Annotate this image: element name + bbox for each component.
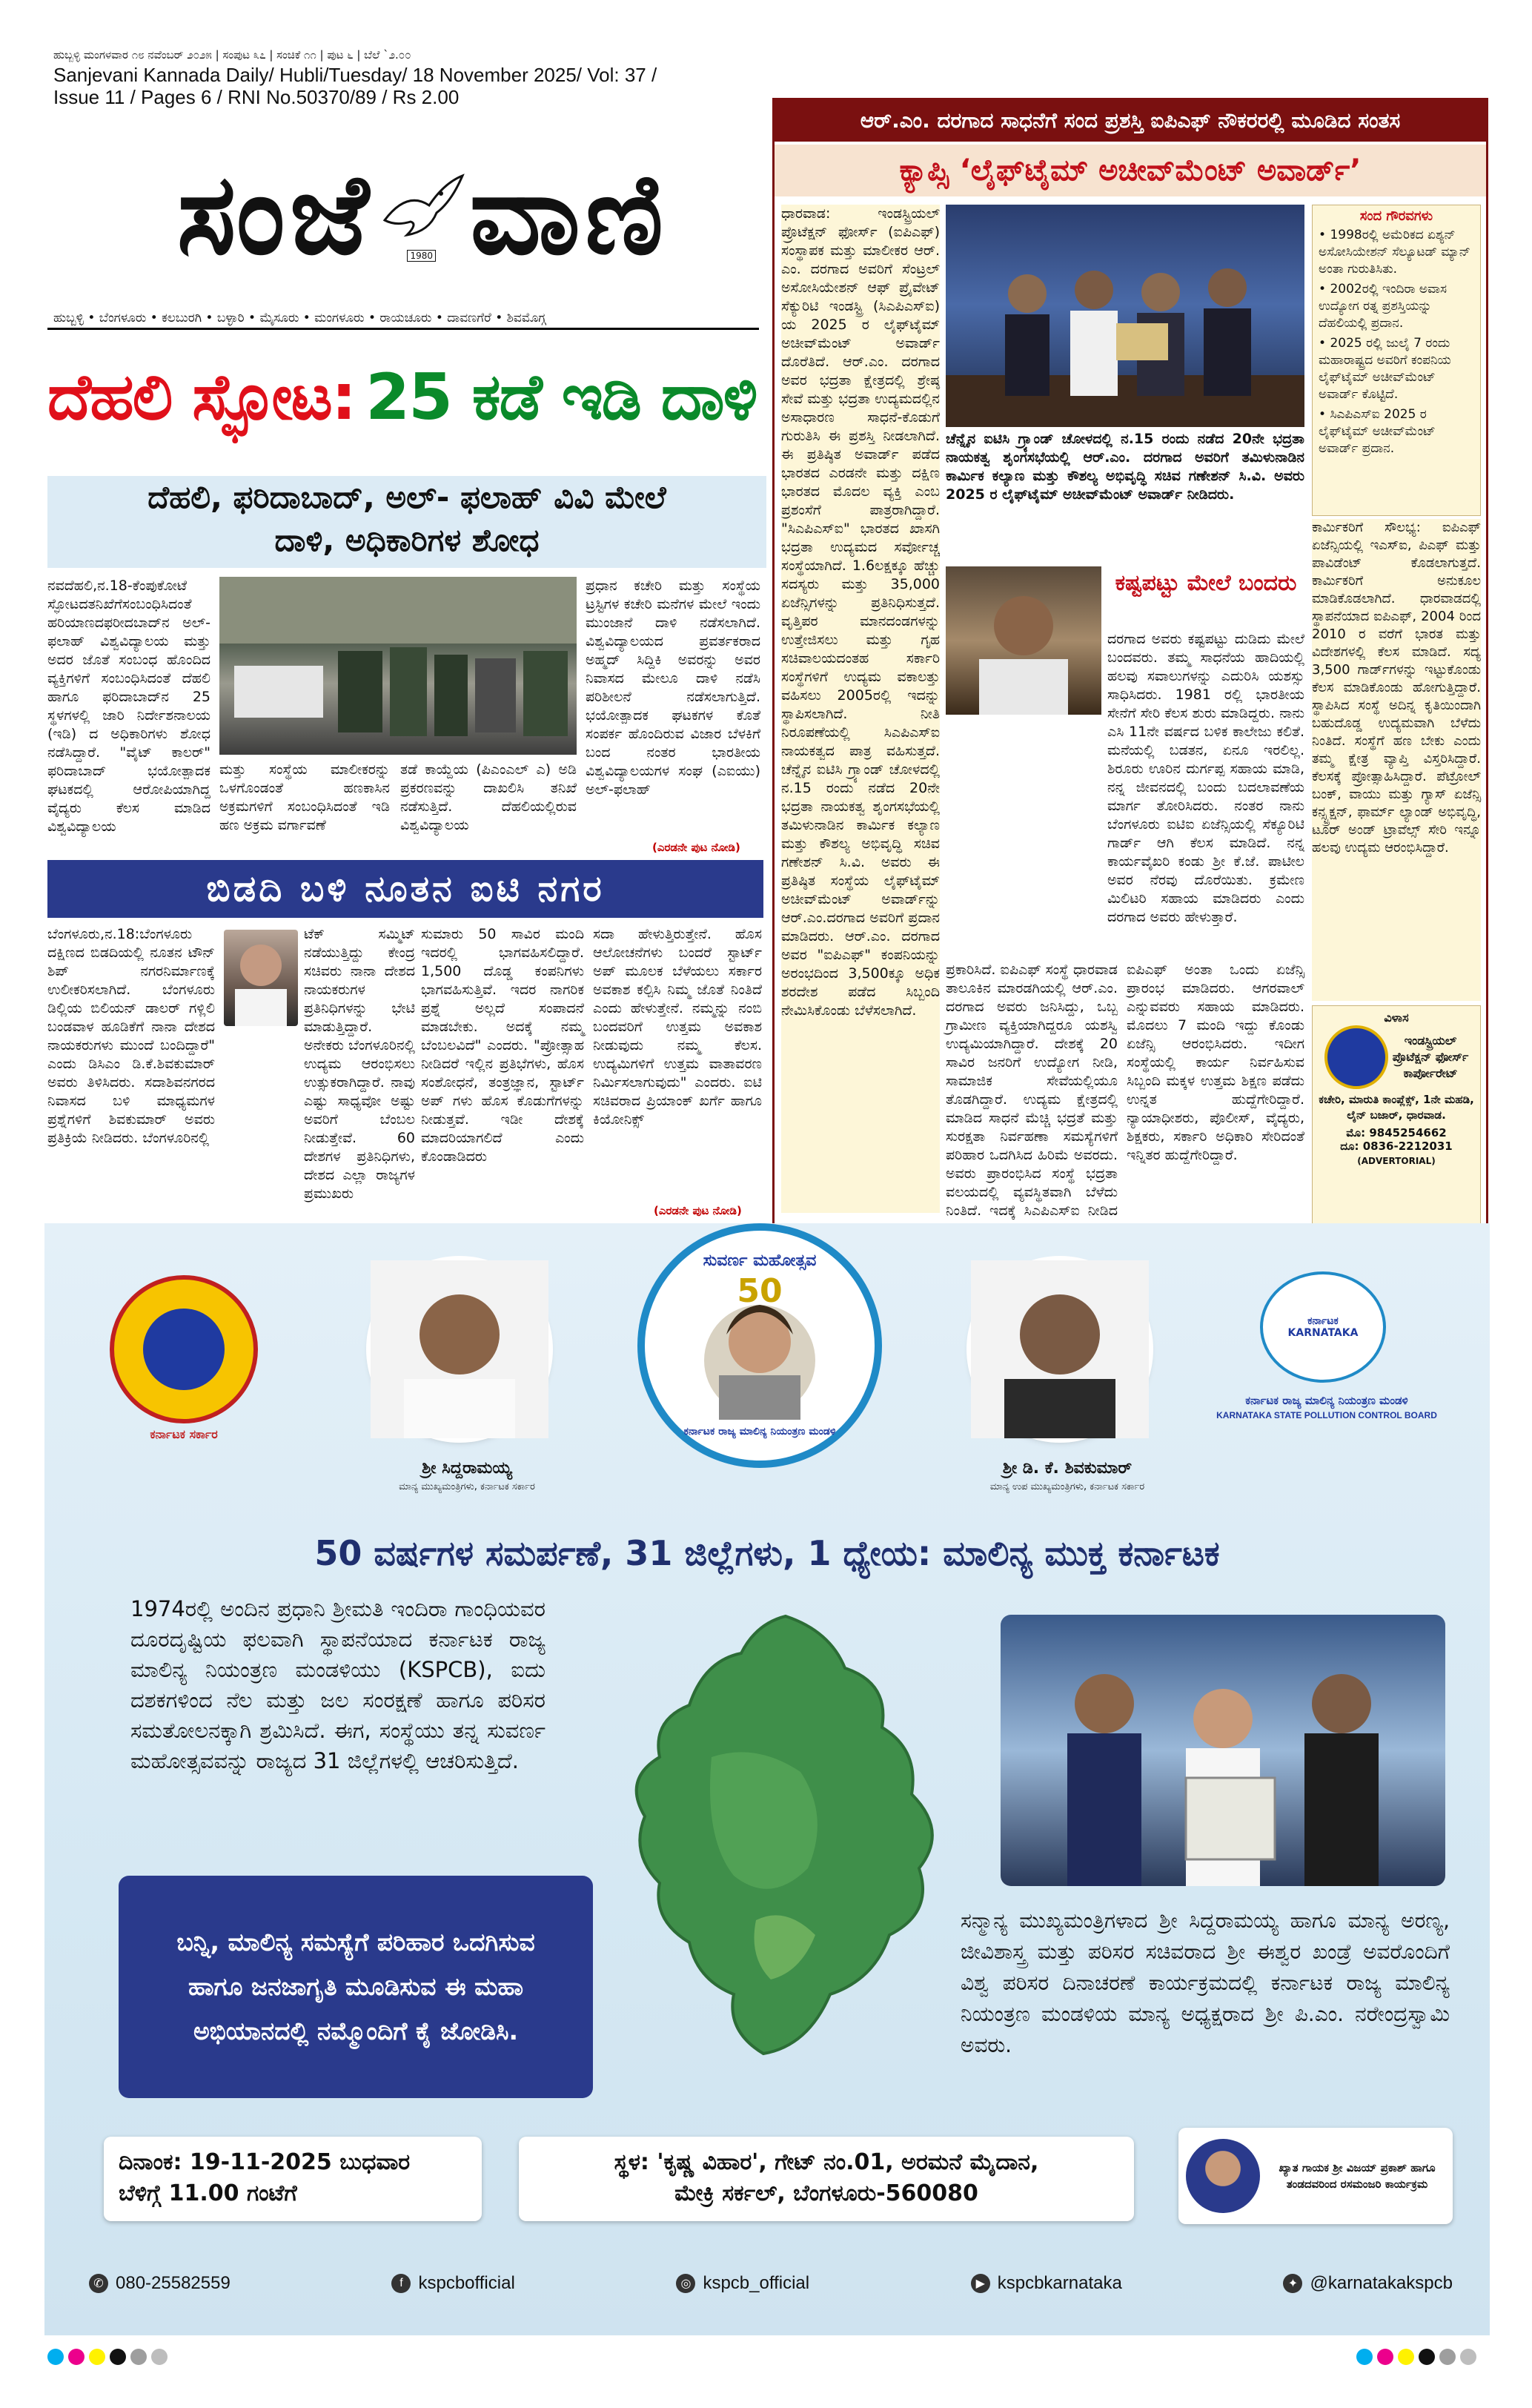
award-headline [775, 145, 1486, 196]
lead-subhead-line-2: ದಾಳಿ, ಅಧಿಕಾರಿಗಳ ಶೋಧ [274, 522, 540, 558]
bidadi-column-2: ಟೆಕ್ ಸಮ್ಮಿಟ್ ನಡೆಯುತ್ತಿದ್ದು ಕೇಂದ್ರ ಸಚಿವರು ನಾನಾ ದೇಶದ ನಾಯಕರುಗಳ ಪ್ರತಿನಿಧಿಗಳನ್ನು ಭೇಟಿ ಮಾಡುತ್ತಿದ್ದಾರೆ. ಅನೇಕರು ಬೆಂಗಳೂರಿನಲ್ಲಿ ಉದ್ಯಮ ಆರಂಭಿಸಲು ಉತ್ಸುಕರಾಗಿದ್ದಾರೆ. ನಾವು ಎಷ್ಟು ಸಾಧ್ಯವೋ ಅಷ್ಟು ಅವರಿಗೆ ಬೆಂಬಲ ನೀಡುತ್ತೇವೆ. 60 ದೇಶಗಳ ಪ್ರತಿನಿಧಿಗಳು, ದೇಶದ ಎಲ್ಲಾ ರಾಜ್ಯಗಳ ಪ್ರಮುಖರು [304, 926, 415, 1202]
ipf-advertorial [1312, 1005, 1481, 1228]
social-instagram[interactable] [676, 2273, 809, 2294]
lead-continued: (ಎರಡನೇ ಪುಟ ನೋಡಿ) [652, 841, 740, 854]
award-column-2: ದರಗಾದ ಅವರು ಕಷ್ಟಪಟ್ಟು ದುಡಿದು ಮೇಲೆ ಬಂದವರು. ತಮ್ಮ ಸಾಧನೆಯ ಹಾದಿಯಲ್ಲಿ ಹಲವು ಸವಾಲುಗಳನ್ನು ಎದುರಿಸಿ ಯಶಸ್ಸು ಸಾಧಿಸಿದರು. 1981 ರಲ್ಲಿ ಭಾರತೀಯ ಸೇನೆಗೆ ಸೇರಿ ಕೆಲಸ ಶುರು ಮಾಡಿದ್ದರು. ನಾನು ಎಸಿ 11ನೇ ವರ್ಷದ ಬಳಿಕ ಕಾಲೇಜು ಕಲಿತೆ. ಮನೆಯಲ್ಲಿ ಬಡತನ, ಏನೂ ಇರಲಿಲ್ಲ. ಶಿರೂರು ಊರಿನ ದುರ್ಗಪ್ಪ ಸಹಾಯ ಮಾಡಿ, ನನ್ನ ಜೀವನದಲ್ಲಿ ಬಂದು ಬದಲಾವಣೆಯ ಮಾರ್ಗ ತೋರಿಸಿದರು. ನಂತರ ನಾನು ಬೆಂಗಳೂರು ಐಟಿಐ ಏಜೆನ್ಸಿಯಲ್ಲಿ ಸೆಕ್ಯೂರಿಟಿ ಗಾರ್ಡ್ ಆಗಿ ಕೆಲಸ ಮಾಡಿದೆ. ನನ್ನ ಕಾರ್ಯವೈಖರಿ ಕಂಡು ಶ್ರೀ ಕೆ.ಜೆ. ಪಾಟೀಲ ಅವರ ನೆರವು ದೊರೆಯಿತು. ಕ್ರಮೇಣ ಮಿಲಿಟರಿ ಸಹಾಯ ಮಾಡಿದರು ಎಂದು ದರಗಾದ ಅವರು ಹೇಳುತ್ತಾರೆ. [1107, 631, 1304, 925]
bidadi-continued: (ಎರಡನೇ ಪುಟ ನೋಡಿ) [654, 1204, 742, 1217]
ipf-logo-icon [1324, 1025, 1388, 1089]
lead-photo-caption-left: ಮತ್ತು ಸಂಸ್ಥೆಯ ಮಾಲೀಕರನ್ನು ಒಳಗೊಂಡಂತೆ ಹಣಕಾಸಿನ ಅಕ್ರಮಗಳಿಗೆ ಸಂಬಂಧಿಸಿದಂತೆ ಇಡಿ ಹಣ ಅಕ್ರಮ ವರ್ಗಾವಣೆ [219, 761, 390, 833]
award-column-4: ಐಪಿಎಫ್ ಅಂತಾ ಒಂದು ಏಜೆನ್ಸಿ ಪ್ರಾರಂಭ ಮಾಡಿದರು. ಆಗರವಾಲ್ ಎನ್ನುವವರು ಸಹಾಯ ಮಾಡಿದರು. ಮೊದಲು 7 ಮಂದಿ ಇದ್ದು ಕೊಂಡು ಏಜೆನ್ಸಿ ಆರಂಭಿಸಿದರು. ಇದೀಗ ಸಂಸ್ಥೆಯಲ್ಲಿ ಕಾರ್ಯ ನಿರ್ವಹಿಸುವ ಸಿಬ್ಬಂದಿ ಮಕ್ಕಳ ಉತ್ತಮ ಶಿಕ್ಷಣ ಪಡೆದು ಉನ್ನತ ಹುದ್ದೆಗೇರಿದ್ದಾರೆ. ನ್ಯಾಯಾಧೀಶರು, ಪೊಲೀಸ್, ವೈದ್ಯರು, ಶಿಕ್ಷಕರು, ಸರ್ಕಾರಿ ಅಧಿಕಾರಿ ಸೇರಿದಂತೆ ಇನ್ನಿತರ ಹುದ್ದೆಗೇರಿದ್ದಾರೆ. [1127, 962, 1304, 1163]
award-photo-caption: ಚೆನ್ನೈನ ಐಟಿಸಿ ಗ್ರ್ಯಾಂಡ್ ಚೋಳದಲ್ಲಿ ನ.15 ರಂದು ನಡೆದ 20ನೇ ಭದ್ರತಾ ನಾಯಕತ್ವ ಶೃಂಗಸಭೆಯಲ್ಲಿ ಆರ್.ಎಂ. ದರಗಾದ ಅವರಿಗೆ ತಮಿಳುನಾಡಿನ ಕಾರ್ಮಿಕ ಕಲ್ಯಾಣ ಮತ್ತು ಕೌಶಲ್ಯ ಅಭಿವೃದ್ಧಿ ಸಚಿವ ಗಣೇಶನ್ ಸಿ.ವಿ. ಅವರು 2025 ರ ಲೈಫ್‌ಟೈಮ್ ಅಚೀವ್‌ಮೆಂಟ್ ಅವಾರ್ಡ್ ನೀಡಿದರು. [946, 431, 1304, 503]
honours-item: • ಸಿಎಪಿಎಸ್ಐ 2025 ರ ಲೈಫ್‌ಟೈಮ್ ಅಚೀವ್‌ಮೆಂಟ್ ಅವಾರ್ಡ್ ಪ್ರದಾನ. [1319, 407, 1436, 456]
lead-headline-red: ದೆಹಲಿ ಸ್ಫೋಟ: [47, 360, 356, 434]
badge-top-text: ಸುವರ್ಣ ಮಹೋತ್ಸವ [703, 1251, 817, 1270]
singer-caption: ಖ್ಯಾತ ಗಾಯಕ ಶ್ರೀ ವಿಜಯ್ ಪ್ರಕಾಶ್ ಹಾಗೂ ತಂಡದವರಿಂದ ರಸಮಂಜರಿ ಕಾರ್ಯಕ್ರಮ [1279, 2161, 1436, 2191]
masthead-rule [47, 328, 759, 330]
honours-item-text: 1998ರಲ್ಲಿ ಅಮೆರಿಕದ ಏಶ್ಯನ್ ಅಸೋಸಿಯೇಶನ್ ಸೆಲ್ಯೂಟಡ್ ಮ್ಯಾನ್ ಅಂತಾ ಗುರುತಿಸಿತು. [1319, 228, 1470, 277]
youtube-icon: ▶ [971, 2274, 990, 2293]
lead-headline-green: 25 ಕಡೆ ಇಡಿ ದಾಳಿ [365, 360, 757, 434]
phone-icon: ✆ [89, 2274, 108, 2293]
event-venue-line-2: ಮೇಕ್ರಿ ಸರ್ಕಲ್, ಬೆಂಗಳೂರು-560080 [674, 2180, 978, 2206]
lead-subhead [47, 476, 766, 568]
masthead-top-line: ಹುಬ್ಬಳ್ಳಿ ಮಂಗಳವಾರ ೧೮ ನವೆಂಬರ್ ೨೦೨೫ | ಸಂಪುಟ ೩೭ | ಸಂಚಿಕೆ ೧೧ | ಪುಟ ೬ | ಬೆಲೆ `೨.೦೦ [53, 48, 411, 62]
karnataka-emblem [110, 1275, 258, 1423]
ipf-address: ಕಚೇರಿ, ಮಾರುತಿ ಕಾಂಪ್ಲೆಕ್ಸ್, 1ನೇ ಮಹಡಿ, ಲೈನ್ ಬಜಾರ್, ಧಾರವಾಡ. [1319, 1093, 1474, 1122]
event-time: ಬೆಳಿಗ್ಗೆ 11.00 ಗಂಟೆಗೆ [119, 2180, 297, 2206]
english-line-2: Issue 11 / Pages 6 / RNI No.50370/89 / Rs 2.00 [53, 86, 460, 108]
editions-line: ಹುಬ್ಬಳ್ಳಿ • ಬೆಂಗಳೂರು • ಕಲಬುರಗಿ • ಬಳ್ಳಾರಿ • ಮೈಸೂರು • ಮಂಗಳೂರು • ರಾಯಚೂರು • ದಾವಣಗೆರೆ • ಶಿವಮೊಗ್ಗ [53, 311, 546, 325]
yellow-dot [1398, 2349, 1414, 2365]
honours-title: ಸಂದ ಗೌರವಗಳು [1359, 208, 1433, 224]
singer-portrait [1186, 2139, 1260, 2213]
yellow-dot [89, 2349, 105, 2365]
instagram-icon: ◎ [676, 2274, 695, 2293]
siddaramaiah-portrait [371, 1260, 548, 1438]
social-facebook[interactable] [391, 2273, 514, 2294]
singer-pill [1178, 2128, 1453, 2224]
badge-bottom-text: ಕರ್ನಾಟಕ ರಾಜ್ಯ ಮಾಲಿನ್ಯ ನಿಯಂತ್ರಣ ಮಂಡಳಿ [683, 1426, 836, 1438]
award-column-1: ಧಾರವಾಡ: ಇಂಡಸ್ಟ್ರಿಯಲ್ ಪ್ರೊಟೆಕ್ಷನ್ ಫೋರ್ಸ್ (ಐಪಿಎಫ್) ಸಂಸ್ಥಾಪಕ ಮತ್ತು ಮಾಲೀಕರ ಆರ್. ಎಂ. ದರಗಾದ ಅವರಿಗೆ ಸೆಂಟ್ರಲ್ ಅಸೋಸಿಯೇಶನ್ ಆಫ್ ಪ್ರೈವೇಟ್ ಸೆಕ್ಯುರಿಟಿ ಇಂಡಸ್ಟ್ರಿ (ಸಿಎಪಿಎಸ್ಐ) ಯ 2025 ರ ಲೈಫ್‌ಟೈಮ್ ಅಚೀವ್‌ಮೆಂಟ್ ಅವಾರ್ಡ್ ದೊರೆತಿದೆ. ಆರ್.ಎಂ. ದರಗಾದ ಅವರ ಭದ್ರತಾ ಕ್ಷೇತ್ರದಲ್ಲಿ ಶ್ರೇಷ್ಠ ಸೇವೆ ಮತ್ತು ಭದ್ರತಾ ಉದ್ಯಮದಲ್ಲಿನ ಅಸಾಧಾರಣ ಸಾಧನೆ-ಕೊಡುಗೆ ಗುರುತಿಸಿ ಈ ಪ್ರಶಸ್ತಿ ನೀಡಲಾಗಿದೆ. ಈ ಪ್ರತಿಷ್ಠಿತ ಅವಾರ್ಡ್ ಪಡೆದ ಭಾರತದ ಎರಡನೇ ಮತ್ತು ದಕ್ಷಿಣ ಭಾರತದ ಮೊದಲ ವ್ಯಕ್ತಿ ಎಂಬ ಪ್ರಶಂಸೆಗೆ ಪಾತ್ರರಾಗಿದ್ದಾರೆ. "ಸಿಎಪಿಎಸ್ಐ" ಭಾರತದ ಖಾಸಗಿ ಭದ್ರತಾ ಉದ್ಯಮದ ಸರ್ವೋಚ್ಚ ಸಂಸ್ಥೆಯಾಗಿದೆ. 1.6ಲಕ್ಷಕ್ಕೂ ಹೆಚ್ಚು ಸದಸ್ಯರು ಮತ್ತು 35,000 ಏಜೆನ್ಸಿಗಳನ್ನು ಪ್ರತಿನಿಧಿಸುತ್ತದೆ. ವೃತ್ತಿಪರ ಮಾನದಂಡಗಳನ್ನು ಉತ್ತೇಜಿಸಲು ಮತ್ತು ಗೃಹ ಸಚಿವಾಲಯದಂತಹ ಸರ್ಕಾರಿ ಸಂಸ್ಥೆಗಳಿಗೆ ಉದ್ಯಮ ವಕಾಲತ್ತು ವಹಿಸಲು 2005ರಲ್ಲಿ ಇದನ್ನು ಸ್ಥಾಪಿಸಲಾಗಿದೆ. ನೀತಿ ನಿರೂಪಣೆಯಲ್ಲಿ ಸಿಎಪಿಎಸ್ಐ ನಾಯಕತ್ವದ ಪಾತ್ರ ವಹಿಸುತ್ತದೆ. ಚೆನ್ನೈನ ಐಟಿಸಿ ಗ್ರ್ಯಾಂಡ್ ಚೋಳದಲ್ಲಿ ನ.15 ರಂದು ನಡೆದ 20ನೇ ಭದ್ರತಾ ನಾಯಕತ್ವ ಶೃಂಗಸಭೆಯಲ್ಲಿ ತಮಿಳುನಾಡಿನ ಕಾರ್ಮಿಕ ಕಲ್ಯಾಣ ಮತ್ತು ಕೌಶಲ್ಯ ಅಭಿವೃದ್ಧಿ ಸಚಿವ ಗಣೇಶನ್ ಸಿ.ವಿ. ಅವರು ಈ ಪ್ರತಿಷ್ಠಿತ ಸಂಸ್ಥೆಯ ಲೈಫ್‌ಟೈಮ್ ಅಚೀವ್‌ಮೆಂಟ್ ಅವಾರ್ಡ್‌ನ್ನು ಆರ್.ಎಂ.ದರಗಾದ ಅವರಿಗೆ ಪ್ರದಾನ ಮಾಡಿದರು. ಆರ್.ಎಂ. ದರಗಾದ ಅವರ "ಐಪಿಎಫ್" ಕಂಪನಿಯನ್ನು ಅರಂಭದಿಂದ 3,500ಕ್ಕೂ ಅಧಿಕ ಶರದೇಶ ಪಡೆದ ಸಿಬ್ಬಂದಿ ನೇಮಿಸಿಕೊಂಡು ಬೆಳೆಸಲಾಗಿದೆ. [781, 205, 940, 1213]
bidadi-column-1: ಬೆಂಗಳೂರು,ನ.18:ಬೆಂಗಳೂರು ದಕ್ಷಿಣದ ಬಿಡದಿಯಲ್ಲಿ ನೂತನ ಟೌನ್ ಶಿಪ್ ನಗರನಿರ್ಮಾಣಕ್ಕೆ ಉಲೀಕರಿಸಲಾಗಿದೆ. ಬೆಂಗಳೂರು ಡಿಲ್ಲಿಯ ಬಿಲಿಯನ್ ಡಾಲರ್ ಗಳ್ಲಿಲಿ ಬಂಡವಾಳ ಹೂಡಿಕೆಗೆ ನಾನಾ ದೇಶದ ನಾಯಕರುಗಳು ಮುಂದೆ ಬಂದಿದ್ದಾರೆ" ಎಂದು ಡಿಸಿಎಂ ಡಿ.ಕೆ.ಶಿವಕುಮಾರ್ ಅವರು ತಿಳಿಸಿದರು. ಸದಾಶಿವನಗರದ ನಿವಾಸದ ಬಳಿ ಮಾಧ್ಯಮಗಳ ಪ್ರಶ್ನೆಗಳಿಗೆ ಶಿವಕುಮಾರ್ ಅವರು ಪ್ರತಿಕ್ರಿಯೆ ನೀಡಿದರು. ಬೆಂಗಳೂರಿನಲ್ಲಿ [47, 926, 215, 1146]
emblem-text: ಕರ್ನಾಟಕ ಸರ್ಕಾರ [150, 1427, 218, 1441]
award-sub-head: ಕಷ್ಟಪಟ್ಟು ಮೇಲೆ ಬಂದರು [1115, 570, 1297, 596]
light-grey-dot [1460, 2349, 1476, 2365]
social-twitter[interactable] [1283, 2273, 1452, 2294]
award-ceremony-photo [946, 205, 1304, 427]
social-youtube[interactable] [971, 2273, 1122, 2294]
bidadi-headline [47, 860, 763, 918]
award-sidebar-text: ಕಾರ್ಮಿಕರಿಗೆ ಸೌಲಭ್ಯ: ಐಪಿಎಫ್ ಏಜೆನ್ಸಿಯಲ್ಲಿ ಇಎಸ್ಐ, ಪಿಎಫ್ ಮತ್ತು ಪಾವಿಡೆಂಟ್ ಕೊಡಲಾಗುತ್ತದೆ. ಕಾರ್ಮಿಕರಿಗೆ ಅನುಕೂಲ ಮಾಡಿಕೊಡಲಾಗಿದೆ. ಧಾರವಾಡದಲ್ಲಿ ಸ್ಥಾಪನೆಯಾದ ಐಪಿಎಫ್, 2004 ರಿಂದ 2010 ರ ವರೆಗೆ ಭಾರತ ಮತ್ತು ವಿದೇಶಗಳಲ್ಲಿ ಕೆಲಸ ಮಾಡಿದೆ. ಸದ್ಯ 3,500 ಗಾರ್ಡ್‌ಗಳನ್ನು ಇಟ್ಟುಕೊಂಡು ಕೆಲಸ ಮಾಡಿಕೊಂಡು ಹೋಗುತ್ತಿದ್ದಾರೆ. ಸ್ಥಾಪಿಸಿದ ಸಂಸ್ಥೆ ಅದಿನ್ನ ಕೃತಿಯಿಂದಾಗಿ ಬಹುದೊಡ್ಡ ಉದ್ಯಮವಾಗಿ ಬೆಳೆದು ನಿಂತಿದೆ. ಸಂಸ್ಥೆಗೆ ಹಣ ಬೇಕು ಎಂದು ತಮ್ಮ ಕ್ಷೇತ್ರ ವ್ಯಾಪ್ತಿ ವಿಸ್ತರಿಸಿದ್ದಾರೆ. ಕೆಲಸಕ್ಕೆ ಪ್ರೋತ್ಸಾಹಿಸಿದ್ದಾರೆ. ಪೆಟ್ರೋಲ್ ಬಂಕ್, ವಾಯು ಮತ್ತು ಗ್ಯಾಸ್ ಏಜೆನ್ಸಿ ಕನ್ಸ್ಟ್ರಕ್ಷನ್, ಫಾರ್ಮ್ ಲ್ಯಾಂಡ್ ಅಭಿವೃದ್ಧಿ, ಟೂರ್ ಅಂಡ್ ಟ್ರಾವೆಲ್ಸ್ ಸೇರಿ ಇನ್ನೂ ಹಲವು ಉದ್ಯಮ ಆರಂಭಿಸಿದ್ದಾರೆ. [1312, 519, 1481, 1001]
social-instagram-text: kspcb_official [703, 2273, 810, 2293]
kspcb-main-headline: 50 ವರ್ಷಗಳ ಸಮರ್ಪಣೆ, 31 ಜಿಲ್ಲೆಗಳು, 1 ಧ್ಯೇಯ: ಮಾಲಿನ್ಯ ಮುಕ್ತ ಕರ್ನಾಟಕ [314, 1533, 1220, 1573]
english-line-1: Sanjevani Kannada Daily/ Hubli/Tuesday/ 18 November 2025/ Vol: 37 / [53, 64, 657, 86]
print-color-dots-right [1356, 2349, 1481, 2368]
honours-item: • 2002ರಲ್ಲಿ ಇಂದಿರಾ ಅವಾಸ ಉದ್ಯೋಗ ರತ್ನ ಪ್ರಶಸ್ತಿಯನ್ನು ದೆಹಲಿಯಲ್ಲಿ ಪ್ರದಾನ. [1319, 282, 1448, 331]
twitter-icon: ✦ [1283, 2274, 1302, 2293]
award-column-3: ಪ್ರಕಾರಿಸಿದೆ. ಐಪಿಎಫ್ ಸಂಸ್ಥೆ ಧಾರವಾಡ ತಾಲೂಕಿನ ಮಾರಡಗಿಯಲ್ಲಿ ಆರ್.ಎಂ. ದರಗಾದ ಅವರು ಜನಿಸಿದ್ದು, ಒಬ್ಬ ಗ್ರಾಮೀಣ ವ್ಯಕ್ತಿಯಾಗಿದ್ದರೂ ಯಶಸ್ವಿ ಉದ್ಯಮಿಯಾಗಿದ್ದಾರೆ. ದೇಶಕ್ಕೆ 20 ಸಾವಿರ ಜನರಿಗೆ ಉದ್ಯೋಗ ನೀಡಿ, ಸಾಮಾಜಿಕ ಸೇವೆಯಲ್ಲಿಯೂ ತೊಡಗಿದ್ದಾರೆ. ಉದ್ಯಮ ಕ್ಷೇತ್ರದಲ್ಲಿ ಮಾಡಿದ ಸಾಧನೆ ಮೆಚ್ಚಿ ಭದ್ರತೆ ಮತ್ತು ಸುರಕ್ಷತಾ ನಿರ್ವಹಣಾ ಸಮಸ್ಯೆಗಳಿಗೆ ಪರಿಹಾರ ಒದಗಿಸಿದ ಹಿರಿಮೆ ಅವರದು. ಅವರು ಪ್ರಾರಂಭಿಸಿದ ಸಂಸ್ಥೆ ಭದ್ರತಾ ವಲಯದಲ್ಲಿ ವ್ಯವಸ್ಥಿತವಾಗಿ ಬೆಳೆದು ನಿಂತಿದೆ. ಇದಕ್ಕೆ ಸಿಎಪಿಎಸ್ಐ ನೀಡಿದ [946, 962, 1118, 1219]
social-bar [89, 2265, 1453, 2302]
masthead-english-line [53, 64, 765, 108]
lead-photo-caption-right: ತಡೆ ಕಾಯ್ದೆಯ (ಪಿಎಂಎಲ್ ಎ) ಅಡಿ ಪ್ರಕರಣವನ್ನು ದಾಖಲಿಸಿ ತನಿಖೆ ನಡೆಸುತ್ತಿದೆ. ದೆಹಲಿಯಲ್ಲಿರುವ ವಿಶ್ವವಿದ್ಯಾಲಯ [400, 761, 577, 833]
event-date-pill [104, 2137, 482, 2221]
right-leader-name: ಶ್ರೀ ಡಿ. ಕೆ. ಶಿವಕುಮಾರ್ [1002, 1459, 1133, 1478]
logo-part-2: ವಾಣಿ [469, 150, 669, 280]
bidadi-column-4: ಸದಾ ಹೇಳುತ್ತಿರುತ್ತೇನೆ. ಹೊಸ ಆಲೋಚನೆಗಳು ಬಂದರೆ ಸ್ಟಾರ್ಟ್ ಅಪ್ ಮೂಲಕ ಬೆಳೆಯಲು ಸರ್ಕಾರ ಅವಕಾಶ ಕಲ್ಪಿಸಿ ನಿಮ್ಮ ಜೊತೆ ನಿಂತಿದೆ ಎಂದು ಹೇಳುತ್ತೇನೆ. ನಮ್ಮನ್ನು ನಂಬಿ ಬಂದವರಿಗೆ ಉತ್ತಮ ಅವಕಾಶ ನೀಡುವುದು ನಮ್ಮ ಕೆಲಸ. ಉದ್ಯಮಿಗಳಿಗೆ ಉತ್ತಮ ವಾತಾವರಣ ನಿರ್ಮಿಸಲಾಗುವುದು" ಎಂದರು. ಐಟಿ ಸಚಿವರಾದ ಪ್ರಿಯಾಂಕ್ ಖರ್ಗೆ ಹಾಗೂ ಕಿಯೋನಿಕ್ಸ್ [593, 926, 762, 1128]
kspcb-body-text: 1974ರಲ್ಲಿ ಅಂದಿನ ಪ್ರಧಾನಿ ಶ್ರೀಮತಿ ಇಂದಿರಾ ಗಾಂಧಿಯವರ ದೂರದೃಷ್ಟಿಯ ಫಲವಾಗಿ ಸ್ಥಾಪನೆಯಾದ ಕರ್ನಾಟಕ ರಾಜ್ಯ ಮಾಲಿನ್ಯ ನಿಯಂತ್ರಣ ಮಂಡಳಿಯು (KSPCB), ಐದು ದಶಕಗಳಿಂದ ನೆಲ ಮತ್ತು ಜಲ ಸಂರಕ್ಷಣೆ ಹಾಗೂ ಪರಿಸರ ಸಮತೋಲನಕ್ಕಾಗಿ ಶ್ರಮಿಸಿದೆ. ಈಗ, ಸಂಸ್ಥೆಯು ತನ್ನ ಸುವರ್ಣ ಮಹೋತ್ಸವವನ್ನು ರಾಜ್ಯದ 31 ಜಿಲ್ಲೆಗಳಲ್ಲಿ ಆಚರಿಸುತ್ತಿದೆ. [130, 1596, 546, 1773]
light-grey-dot [151, 2349, 168, 2365]
cyan-dot [47, 2349, 64, 2365]
lead-column-2: ಪ್ರಧಾನ ಕಚೇರಿ ಮತ್ತು ಸಂಸ್ಥೆಯ ಟ್ರಸ್ಟಿಗಳ ಕಚೇರಿ ಮನೆಗಳ ಮೇಲೆ ಇಂದು ಮುಂಜಾನೆ ದಾಳಿ ನಡೆಸಲಾಗಿದೆ. ವಿಶ್ವವಿದ್ಯಾಲಯದ ಪ್ರವರ್ತಕರಾದ ಅಹ್ಮದ್ ಸಿದ್ದಿಕಿ ಅವರನ್ನು ಅವರ ನಿವಾಸದ ಮೇಲೂ ದಾಳಿ ನಡೆಸಿ ಪರಿಶೀಲನೆ ನಡೆಸಲಾಗುತ್ತಿದೆ. ಭಯೋತ್ಪಾದಕ ಘಟಕಗಳ ಕೊತೆ ಸಂಪರ್ಕ ಹೊಂದಿರುವ ವಿಜಾರ ಬೆಳಕಿಗೆ ಬಂದ ನಂತರ ಭಾರತೀಯ ವಿಶ್ವವಿದ್ಯಾಲಯಗಳ ಸಂಘ (ಎಐಯು) ಅಲ್-ಫಲಾಹ್ [586, 578, 760, 798]
lead-headline [47, 335, 766, 461]
kspcb-logo [1260, 1271, 1386, 1383]
facebook-icon: f [391, 2274, 411, 2293]
social-youtube-text: kspcbkarnataka [997, 2273, 1122, 2293]
event-date: ದಿನಾಂಕ: 19-11-2025 ಬುಧವಾರ [119, 2149, 411, 2175]
karnataka-map-icon [563, 1609, 978, 2068]
ipf-ad-heading: ವಿಳಾಸ [1384, 1010, 1409, 1025]
golden-jubilee-badge [637, 1223, 882, 1468]
event-venue-line-1: ಸ್ಥಳ: 'ಕೃಷ್ಣ ವಿಹಾರ', ಗೇಟ್ ನಂ.01, ಅರಮನೆ ಮೈದಾನ, [614, 2149, 1039, 2175]
ipf-phone: ದೂ: 0836-2212031 [1340, 1140, 1453, 1153]
honours-item-text: 2025 ರಲ್ಲಿ ಜುಲೈ 7 ರಂದು ಮಹಾರಾಷ್ಟ್ರದ ಅವರಿಗೆ ಕಂಪನಿಯ ಲೈಫ್‌ಟೈಮ್ ಅಚೀವ್‌ಮೆಂಟ್ ಅವಾರ್ಡ್ ಕೊಟ್ಟಿದೆ. [1319, 336, 1451, 402]
event-photo-caption: ಸನ್ಮಾನ್ಯ ಮುಖ್ಯಮಂತ್ರಿಗಳಾದ ಶ್ರೀ ಸಿದ್ದರಾಮಯ್ಯ ಹಾಗೂ ಮಾನ್ಯ ಅರಣ್ಯ, ಜೀವಿಶಾಸ್ತ್ರ ಮತ್ತು ಪರಿಸರ ಸಚಿವರಾದ ಶ್ರೀ ಈಶ್ವರ ಖಂಡ್ರೆ ಅವರೊಂದಿಗೆ ವಿಶ್ವ ಪರಿಸರ ದಿನಾಚರಣೆ ಕಾರ್ಯಕ್ರಮದಲ್ಲಿ ಕರ್ನಾಟಕ ರಾಜ್ಯ ಮಾಲಿನ್ಯ ನಿಯಂತ್ರಣ ಮಂಡಳಿಯ ಮಾನ್ಯ ಅಧ್ಯಕ್ಷರಾದ ಶ್ರೀ ಪಿ.ಎಂ. ನರೇಂದ್ರಸ್ವಾಮಿ ಅವರು. [961, 1908, 1450, 2057]
award-headline-text: ಕ್ಯಾಪ್ಸಿ ‘ಲೈಫ್‌ಟೈಮ್ ಅಚೀವ್‌ಮೆಂಟ್ ಅವಾರ್ಡ್’ [899, 153, 1362, 188]
lead-photo [219, 577, 577, 755]
invite-text: ಬನ್ನಿ, ಮಾಲಿನ್ಯ ಸಮಸ್ಯೆಗೆ ಪರಿಹಾರ ಒದಗಿಸುವ ಹಾಗೂ ಜನಜಾಗೃತಿ ಮೂಡಿಸುವ ಈ ಮಹಾ ಅಭಿಯಾನದಲ್ಲಿ ನಮ್ಮೊಂದಿಗೆ ಕೈ ಜೋಡಿಸಿ. [176, 1928, 535, 2045]
social-phone[interactable] [89, 2273, 231, 2294]
badge-number: 50 [737, 1272, 783, 1310]
award-banner-text: ಆರ್.ಎಂ. ದರಗಾದ ಸಾಧನೆಗೆ ಸಂದ ಪ್ರಶಸ್ತಿ ಐಪಿಎಫ್ ನೌಕರರಲ್ಲಿ ಮೂಡಿದ ಸಂತಸ [860, 108, 1401, 133]
left-leader-name: ಶ್ರೀ ಸಿದ್ದರಾಮಯ್ಯ [422, 1459, 512, 1478]
event-photo [1001, 1615, 1445, 1886]
honours-item-text: ಸಿಎಪಿಎಸ್ಐ 2025 ರ ಲೈಫ್‌ಟೈಮ್ ಅಚೀವ್‌ಮೆಂಟ್ ಅವಾರ್ಡ್ ಪ್ರದಾನ. [1319, 407, 1436, 456]
social-phone-text: 080-25582559 [116, 2273, 231, 2293]
masthead-logo [104, 126, 741, 304]
black-dot [1419, 2349, 1435, 2365]
left-leader-title: ಮಾನ್ಯ ಮುಖ್ಯಮಂತ್ರಿಗಳು, ಕರ್ನಾಟಕ ಸರ್ಕಾರ [399, 1481, 535, 1492]
cyan-dot [1356, 2349, 1373, 2365]
emblem-inner-icon [143, 1309, 225, 1390]
magenta-dot [68, 2349, 84, 2365]
invite-panel [119, 1876, 593, 2098]
honours-item: • 2025 ರಲ್ಲಿ ಜುಲೈ 7 ರಂದು ಮಹಾರಾಷ್ಟ್ರದ ಅವರಿಗೆ ಕಂಪನಿಯ ಲೈಫ್‌ಟೈಮ್ ಅಚೀವ್‌ಮೆಂಟ್ ಅವಾರ್ಡ್ ಕೊಟ್ಟಿದೆ. [1319, 336, 1451, 402]
right-leader-title: ಮಾನ್ಯ ಉಪ ಮುಖ್ಯಮಂತ್ರಿಗಳು, ಕರ್ನಾಟಕ ಸರ್ಕಾರ [989, 1481, 1145, 1492]
honours-item-text: 2002ರಲ್ಲಿ ಇಂದಿರಾ ಅವಾಸ ಉದ್ಯೋಗ ರತ್ನ ಪ್ರಶಸ್ತಿಯನ್ನು ದೆಹಲಿಯಲ್ಲಿ ಪ್ರದಾನ. [1319, 282, 1448, 331]
kspcb-logo-text: ಕರ್ನಾಟಕ KARNATAKA [1287, 1315, 1359, 1339]
shivakumar-portrait [971, 1260, 1149, 1438]
black-dot [110, 2349, 126, 2365]
event-venue-pill [519, 2137, 1134, 2221]
lead-column-1: ನವದೆಹಲಿ,ನ.18-ಕೆಂಪುಕೋಟೆ ಸ್ಫೋಟದತನಿಖೆಗೆಸಂಬಂಧಿಸಿದಂತೆ ಹರಿಯಾಣದಫರೀದಬಾದ್‌ನ ಅಲ್-ಫಲಾಹ್ ವಿಶ್ವವಿದ್ಯಾಲಯ ಮತ್ತು ಅದರ ಜೊತೆ ಸಂಬಂಧ ಹೊಂದಿದ ವ್ಯಕ್ತಿಗಳಿಗೆ ಸಂಬಂಧಿಸಿದಂತೆ ದೆಹಲಿ ಹಾಗೂ ಫರಿದಾಬಾದ್‌ನ 25 ಸ್ಥಳಗಳಲ್ಲಿ ಜಾರಿ ನಿರ್ದೇಶನಾಲಯ (ಇಡಿ) ದ ಅಧಿಕಾರಿಗಳು ಶೋಧ ನಡೆಸಿದ್ದಾರೆ. "ವೈಟ್ ಕಾಲರ್" ಫರಿದಾಬಾದ್ ಭಯೋತ್ಪಾದಕ ಘಟಕದಲ್ಲಿ ಆರೋಪಿಯಾಗಿದ್ದ ವೈದ್ಯರು ಕೆಲಸ ಮಾಡಿದ ವಿಶ್ವವಿದ್ಯಾಲಯ [47, 578, 210, 835]
logo-part-1: ಸಂಜೆ [176, 150, 374, 280]
social-twitter-text: @karnatakakspcb [1310, 2273, 1453, 2293]
honours-sidebar [1312, 205, 1481, 516]
ipf-company-line-1: ಇಂಡಸ್ಟ್ರಿಯಲ್ [1404, 1033, 1457, 1048]
ipf-company-line-2: ಪ್ರೊಟೆಕ್ಷನ್ ಫೋರ್ಸ್ [1392, 1050, 1469, 1064]
shivakumar-photo [224, 930, 298, 1026]
bidadi-headline-text: ಬಿಡದಿ ಬಳಿ ನೂತನ ಐಟಿ ನಗರ [206, 867, 605, 910]
grey-dot [1439, 2349, 1456, 2365]
board-name-kn: ಕರ್ನಾಟಕ ರಾಜ್ಯ ಮಾಲಿನ್ಯ ನಿಯಂತ್ರಣ ಮಂಡಳಿ [1245, 1394, 1408, 1407]
logo-year: 1980 [407, 250, 436, 262]
ipf-mobile: ಮೊ: 9845254662 [1346, 1126, 1447, 1140]
bidadi-column-3: ಸುಮಾರು 50 ಸಾವಿರ ಮಂದಿ ಇದರಲ್ಲಿ ಭಾಗವಹಿಸಲಿದ್ದಾರೆ. 1,500 ದೊಡ್ಡ ಕಂಪನಿಗಳು ಭಾಗವಹಿಸುತ್ತಿವೆ. ಇದರ ನಾಗರಿಕ ಪ್ರಶ್ನೆ ಅಲ್ಲದೆ ಸಂಪಾದನೆ ಮಾಡಬೇಕು. ಅದಕ್ಕೆ ನಮ್ಮ ಬೆಂಬಲವಿದೆ" ಎಂದರು. "ಪ್ರೋತ್ಸಾಹ ನೀಡಿದರೆ ಇಲ್ಲಿನ ಪ್ರತಿಭೆಗಳು, ಹೊಸ ಸಂಶೋಧನೆ, ತಂತ್ರಜ್ಞಾನ, ಸ್ಟಾರ್ಟ್ ಅಪ್ ಗಳು ಹೊಸ ಕೊಡುಗೆಗಳನ್ನು ನೀಡುತ್ತವೆ. ಇಡೀ ದೇಶಕ್ಕೆ ಮಾದರಿಯಾಗಲಿದೆ ಎಂದು ಕೊಂಡಾಡಿದರು [421, 926, 584, 1165]
lead-subhead-line-1: ದೆಹಲಿ, ಫರಿದಾಬಾದ್, ಅಲ್- ಫಲಾಹ್ ವಿವಿ ಮೇಲೆ [147, 479, 666, 515]
board-name-en: KARNATAKA STATE POLLUTION CONTROL BOARD [1216, 1410, 1437, 1420]
ipf-company-line-3: ಕಾರ್ಪೋರೇಟ್ [1403, 1066, 1458, 1080]
grey-dot [130, 2349, 147, 2365]
magenta-dot [1377, 2349, 1393, 2365]
honours-item: • 1998ರಲ್ಲಿ ಅಮೆರಿಕದ ಏಶ್ಯನ್ ಅಸೋಸಿಯೇಶನ್ ಸೆಲ್ಯೂಟಡ್ ಮ್ಯಾನ್ ಅಂತಾ ಗುರುತಿಸಿತು. [1319, 228, 1470, 277]
dove-logo-icon [374, 159, 470, 271]
social-facebook-text: kspcbofficial [418, 2273, 515, 2293]
award-banner [775, 100, 1486, 142]
print-color-dots-left [47, 2349, 172, 2368]
ipf-advertorial-tag: (ADVERTORIAL) [1357, 1156, 1436, 1166]
